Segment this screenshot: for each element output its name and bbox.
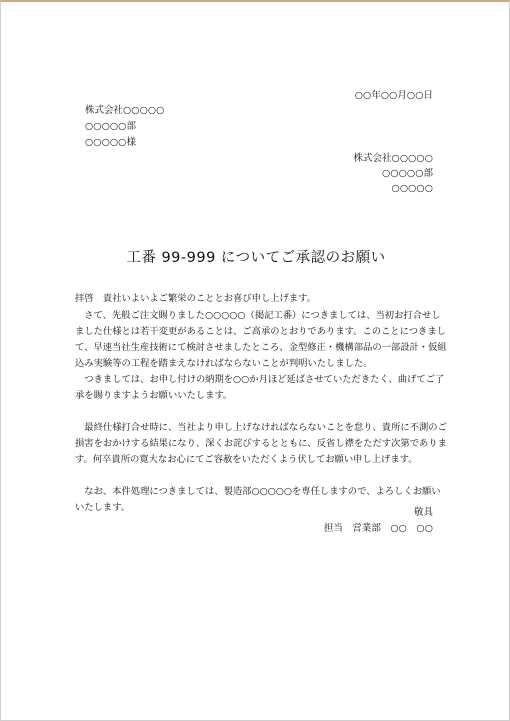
body-line: て、早速当社生産技術にて検討させましたところ、金型修正・機構部品の一部設計・仮組: [75, 342, 447, 353]
sender-name: ○○○○○: [391, 183, 433, 194]
recipient-person: ○○○○○様: [85, 137, 136, 148]
closing-keigu: 敬具: [413, 507, 433, 518]
recipient-department: ○○○○○部: [85, 121, 136, 132]
signature: 担当 営業部 ○○ ○○: [323, 523, 433, 534]
body-line: ました仕様とは若干変更があることは、ご高承のとおりであります。このことにつきまし: [75, 326, 446, 337]
body-line: いたします。: [75, 502, 131, 513]
body-line: 損害をおかけする結果になり、深くお詫びするとともに、反省し襟をただす次第でありま: [75, 438, 447, 449]
sender-department: ○○○○○部: [382, 168, 433, 179]
body-line: す。何卒貴所の寛大なお心にてご容赦をいただくよう伏してお願い申し上げます。: [75, 454, 418, 465]
body-line: つきましては、お申し付けの納期を○○か月ほど延ばさせていただきたく、曲げてご了: [75, 374, 445, 385]
body-line: さて、先般ご注文賜りました○○○○○（掲記工番）につきましては、当初お打合せし: [75, 310, 441, 321]
body-line: 承を賜りますようお願いいたします。: [75, 390, 233, 401]
body-line: 込み実験等の工程を踏まえなければならないことが判明いたしました。: [75, 358, 373, 369]
body-line: 最終仕様打合せ時に、当社より申し上げなければならないことを怠り、貴所に不測のご: [75, 422, 447, 433]
letter-title: 工番 99-999 についてご承認のお願い: [126, 250, 386, 266]
sender-company: 株式会社○○○○○: [353, 153, 433, 164]
letter-date: ○○年○○月○○日: [354, 90, 433, 101]
body-line: 拝啓 貴社いよいよご繁栄のこととお喜び申し上げます。: [75, 293, 316, 304]
body-line: なお、本件処理につきましては、製造部○○○○○を専任しますので、よろしくお願い: [75, 486, 441, 497]
recipient-company: 株式会社○○○○○: [85, 105, 165, 116]
